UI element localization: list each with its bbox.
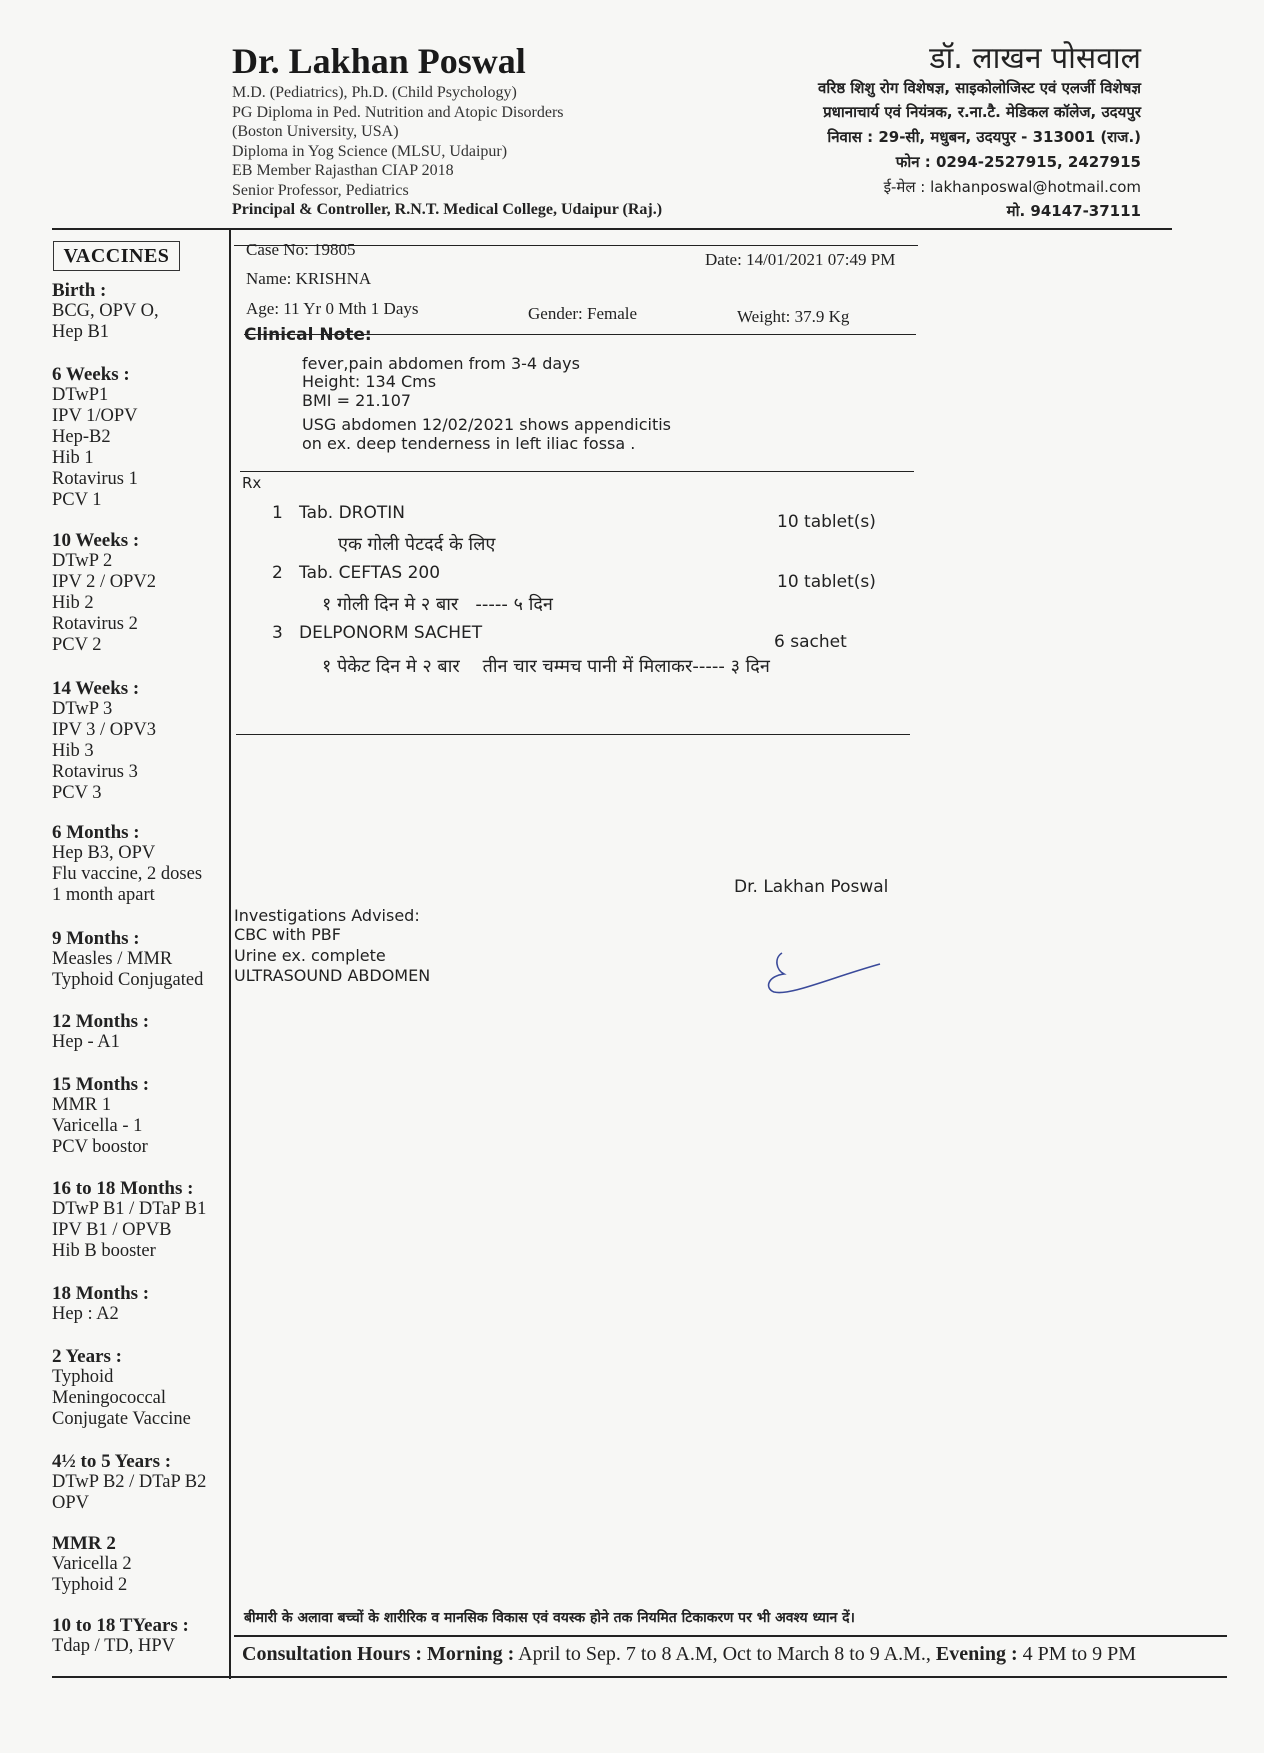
qualification-line: Principal & Controller, R.N.T. Medical College, Udaipur (Raj.): [232, 201, 663, 218]
vaccine-item: Flu vaccine, 2 doses: [52, 864, 203, 884]
rx-item-quantity: 6 sachet: [774, 632, 847, 652]
rx-bottom-rule: [236, 734, 910, 735]
vaccine-group-heading: 14 Weeks :: [52, 678, 140, 699]
vaccine-item: PCV 3: [52, 783, 102, 803]
vaccine-item: Typhoid Conjugated: [52, 970, 204, 990]
vaccine-item: IPV 2 / OPV2: [52, 572, 156, 592]
qualification-line: M.D. (Pediatrics), Ph.D. (Child Psychology): [232, 84, 517, 101]
patient-gender: Gender: Female: [528, 304, 638, 323]
hindi-line: वरिष्ठ शिशु रोग विशेषज्ञ, साइकोलोजिस्ट एवं एलर्जी विशेषज्ञ: [818, 79, 1141, 97]
vaccine-item: Rotavirus 2: [52, 614, 138, 634]
vaccine-item: Conjugate Vaccine: [52, 1409, 191, 1429]
consult-label: Consultation Hours :: [242, 1643, 423, 1665]
consultation-hours: [242, 1643, 1136, 1666]
hindi-line: ई-मेल : lakhanposwal@hotmail.com: [883, 178, 1141, 196]
vaccine-group-heading: 6 Weeks :: [52, 364, 130, 385]
vaccine-group-heading: 16 to 18 Months :: [52, 1178, 194, 1199]
vaccine-group-heading: 12 Months :: [52, 1011, 150, 1032]
hindi-line: फोन : 0294-2527915, 2427915: [895, 153, 1141, 171]
investigation-item: ULTRASOUND ABDOMEN: [234, 966, 431, 985]
vaccine-item: DTwP B2 / DTaP B2: [52, 1472, 207, 1492]
vaccine-item: DTwP B1 / DTaP B1: [52, 1199, 207, 1219]
vaccine-group-heading: 2 Years :: [52, 1346, 122, 1367]
signature-scribble: [760, 948, 890, 1048]
rx-item-name: Tab. DROTIN: [299, 503, 405, 523]
vaccine-item: Hib 1: [52, 448, 94, 468]
footer-rule-bottom: [52, 1676, 1227, 1678]
morning-label: Morning :: [427, 1643, 515, 1665]
footer-rule-top: [234, 1635, 1227, 1637]
clinical-line: fever,pain abdomen from 3-4 days: [302, 354, 580, 373]
rx-item-number: 3: [272, 623, 283, 643]
rx-item-name: Tab. CEFTAS 200: [299, 563, 441, 583]
investigations-label: Investigations Advised:: [234, 906, 420, 925]
evening-label: Evening :: [935, 1643, 1018, 1665]
morning-hours: April to Sep. 7 to 8 A.M, Oct to March 8 to 9 A.M.,: [518, 1643, 931, 1665]
vaccine-item: Typhoid 2: [52, 1575, 128, 1595]
vaccine-group-heading: Birth :: [52, 280, 107, 301]
vaccine-item: Hep B1: [52, 322, 110, 342]
vaccine-group-heading: 9 Months :: [52, 928, 140, 949]
header-divider: [52, 228, 1172, 230]
vaccine-group: [52, 280, 227, 343]
vaccine-item: MMR 1: [52, 1095, 112, 1115]
vaccine-item: DTwP 2: [52, 551, 113, 571]
vaccine-group: [52, 1346, 227, 1430]
qualification-line: (Boston University, USA): [232, 123, 399, 140]
patient-weight: Weight: 37.9 Kg: [737, 307, 850, 326]
investigation-item: Urine ex. complete: [234, 946, 386, 965]
vaccine-group-heading: 6 Months :: [52, 822, 140, 843]
vaccine-item: PCV 1: [52, 490, 102, 510]
vaccine-group: [52, 678, 227, 804]
vaccine-group: [52, 1533, 227, 1596]
vaccine-item: Hep : A2: [52, 1304, 119, 1324]
vaccine-item: Hep - A1: [52, 1032, 120, 1052]
vaccine-item: PCV 2: [52, 635, 102, 655]
doctor-name-hindi: डॉ. लाखन पोसवाल: [929, 41, 1141, 76]
vaccine-item: Hib 3: [52, 741, 94, 761]
clinical-line: USG abdomen 12/02/2021 shows appendicitis: [302, 415, 671, 434]
evening-hours: 4 PM to 9 PM: [1022, 1643, 1136, 1665]
clinical-line: BMI = 21.107: [302, 391, 412, 410]
visit-date: Date: 14/01/2021 07:49 PM: [705, 250, 896, 269]
vaccine-group: [52, 1178, 227, 1262]
qualification-line: PG Diploma in Ped. Nutrition and Atopic Disorders: [232, 104, 564, 121]
vaccine-item: Rotavirus 1: [52, 469, 138, 489]
vaccine-group-heading: 10 Weeks :: [52, 530, 140, 551]
qualification-line: Diploma in Yog Science (MLSU, Udaipur): [232, 143, 508, 160]
vaccine-item: Meningococcal: [52, 1388, 167, 1408]
vaccine-group: [52, 364, 227, 511]
vaccine-item: PCV boostor: [52, 1137, 148, 1157]
rx-item-instructions: १ गोली दिन मे २ बार ----- ५ दिन: [322, 594, 553, 615]
vaccine-group: [52, 1074, 227, 1158]
vaccines-title: VACCINES: [53, 241, 180, 271]
vaccine-item: IPV 3 / OPV3: [52, 720, 156, 740]
case-number: Case No: 19805: [246, 240, 356, 259]
clinical-note-label: Clinical Note:: [244, 325, 372, 345]
rx-item-number: 2: [272, 563, 283, 583]
vaccine-group: [52, 1615, 227, 1657]
investigation-item: CBC with PBF: [234, 925, 341, 944]
vaccine-item: Measles / MMR: [52, 949, 173, 969]
vaccine-group-heading: 18 Months :: [52, 1283, 150, 1304]
footer-note: बीमारी के अलावा बच्चों के शारीरिक व मानसिक विकास एवं वयस्क होने तक नियमित टिकाकरण पर भी अवश्य ध्यान दें।: [244, 1610, 855, 1626]
vaccine-item: BCG, OPV O,: [52, 301, 159, 321]
rx-item-number: 1: [272, 503, 283, 523]
patient-age: Age: 11 Yr 0 Mth 1 Days: [246, 299, 419, 318]
rx-item-instructions: १ पेकेट दिन मे २ बार तीन चार चम्मच पानी में मिलाकर----- ३ दिन: [322, 656, 770, 677]
vaccine-group: [52, 1283, 227, 1325]
vaccine-group-heading: 4½ to 5 Years :: [52, 1451, 172, 1472]
sidebar-divider: [229, 229, 231, 1679]
vaccine-group: [52, 822, 227, 906]
clinical-rule: [240, 471, 914, 472]
vaccine-group: [52, 1451, 227, 1514]
vaccine-item: IPV 1/OPV: [52, 406, 138, 426]
vaccine-item: Typhoid: [52, 1367, 114, 1387]
clinical-line: Height: 134 Cms: [302, 372, 437, 391]
patient-name: Name: KRISHNA: [246, 269, 372, 288]
signature-name: Dr. Lakhan Poswal: [734, 877, 889, 897]
clinical-line: on ex. deep tenderness in left iliac fossa .: [302, 434, 636, 453]
vaccine-item: Varicella 2: [52, 1554, 132, 1574]
vaccine-item: Rotavirus 3: [52, 762, 138, 782]
vaccine-item: Tdap / TD, HPV: [52, 1636, 175, 1656]
vaccine-item: DTwP 3: [52, 699, 113, 719]
vaccine-group-heading: 10 to 18 TYears :: [52, 1615, 189, 1636]
vaccine-group-heading: MMR 2: [52, 1533, 116, 1554]
vaccine-item: Hib B booster: [52, 1241, 156, 1261]
rx-item-quantity: 10 tablet(s): [777, 512, 876, 532]
qualification-line: Senior Professor, Pediatrics: [232, 182, 409, 199]
vaccine-item: DTwP1: [52, 385, 109, 405]
vaccine-group: [52, 530, 227, 656]
vaccine-group: [52, 928, 227, 991]
vaccine-group-heading: 15 Months :: [52, 1074, 150, 1095]
rx-item-instructions: एक गोली पेटदर्द के लिए: [338, 534, 496, 555]
hindi-line: प्रधानाचार्य एवं नियंत्रक, र.ना.टै. मेडिकल कॉलेज, उदयपुर: [823, 103, 1141, 121]
rx-label: Rx: [242, 474, 262, 492]
vaccine-item: Varicella - 1: [52, 1116, 143, 1136]
qualification-line: EB Member Rajasthan CIAP 2018: [232, 162, 454, 179]
vaccine-item: Hib 2: [52, 593, 94, 613]
doctor-name: Dr. Lakhan Poswal: [232, 41, 526, 81]
vaccine-item: OPV: [52, 1493, 90, 1513]
vaccine-group: [52, 1011, 227, 1053]
hindi-line: मो. 94147-37111: [1006, 202, 1141, 220]
vaccine-item: Hep-B2: [52, 427, 111, 447]
rx-item-quantity: 10 tablet(s): [777, 572, 876, 592]
rx-item-name: DELPONORM SACHET: [299, 623, 483, 643]
vaccine-item: Hep B3, OPV: [52, 843, 156, 863]
hindi-line: निवास : 29-सी, मधुबन, उदयपुर - 313001 (राज.): [827, 128, 1141, 146]
vaccine-item: 1 month apart: [52, 885, 155, 905]
vaccine-item: IPV B1 / OPVB: [52, 1220, 172, 1240]
